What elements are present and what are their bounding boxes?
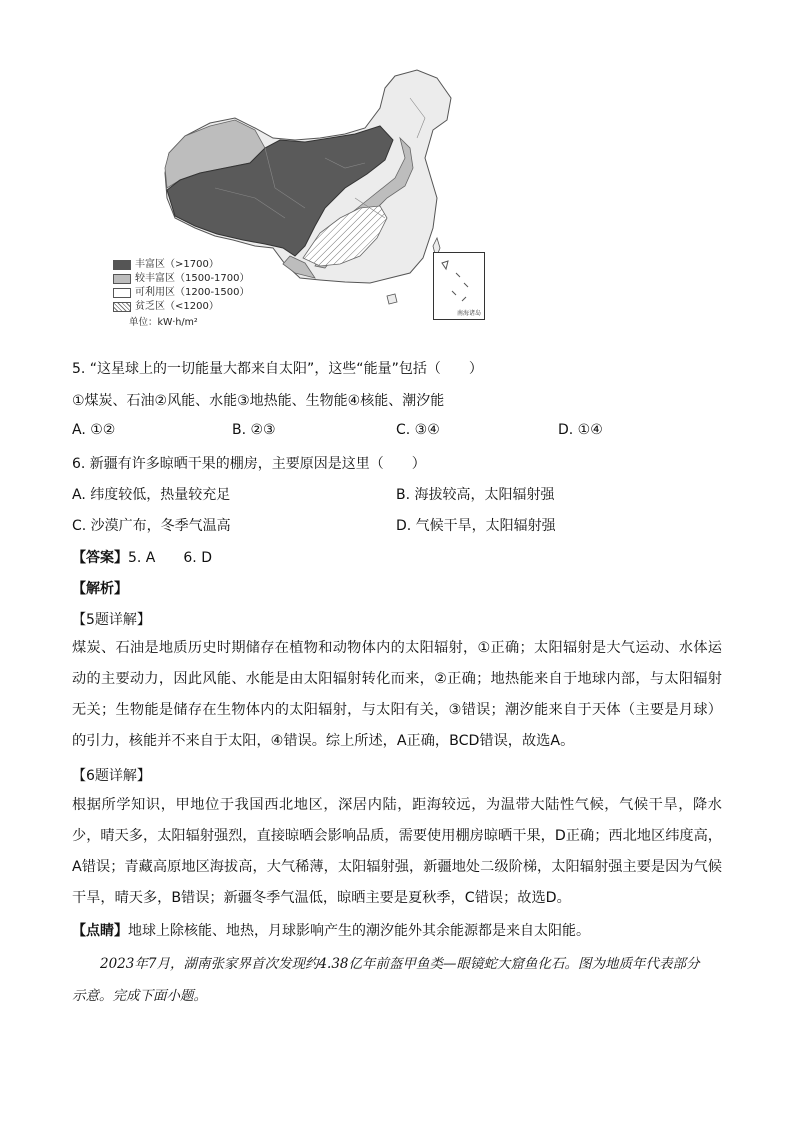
inset-label: 南海诸岛 [456, 310, 481, 317]
legend-swatch-poor [113, 302, 131, 312]
legend-swatch-usable [113, 288, 131, 298]
legend-label: 丰富区（>1700） [135, 259, 219, 270]
answer-line [72, 547, 212, 567]
detail5-label: 【5题详解】 [72, 612, 151, 628]
q5-items: ①煤炭、石油②风能、水能③地热能、生物能④核能、潮汐能 [72, 393, 445, 409]
q6-stem: 6. 新疆有许多晾晒干果的棚房，主要原因是这里（ ） [72, 456, 426, 472]
legend-label: 贫乏区（<1200） [135, 301, 219, 312]
legend-item [113, 286, 250, 300]
intro-line-2: 示意。完成下面小题。 [72, 988, 207, 1004]
south-china-sea-inset [433, 252, 485, 320]
q6-option-a[interactable]: A. 纬度较低，热量较充足 [72, 487, 231, 503]
q6-option-c[interactable]: C. 沙漠广布，冬季气温高 [72, 518, 231, 534]
detail6-label: 【6题详解】 [72, 768, 151, 784]
intro-line-1: 2023年7月，湖南张家界首次发现约4.38亿年前盔甲鱼类—眼镜蛇大窟鱼化石。图为地质年代表部分 [100, 956, 700, 972]
tip-label: 【点睛】 [72, 923, 128, 939]
q6-option-d[interactable]: D. 气候干旱，太阳辐射强 [396, 518, 556, 534]
q5-option-b[interactable]: B. ②③ [232, 422, 276, 438]
tip-text: 地球上除核能、地热，月球影响产生的潮汐能外其余能源都是来自太阳能。 [128, 923, 590, 939]
legend-swatch-good [113, 274, 131, 284]
legend-label: 较丰富区（1500-1700） [135, 273, 250, 284]
map-legend [113, 258, 250, 330]
detail5-text: 煤炭、石油是地质历史时期储存在植物和动物体内的太阳辐射，①正确；太阳辐射是大气运动、水体运动的主要动力，因此风能、水能是由太阳辐射转化而来，②正确；地热能来自于地球内部，与太阳辐射无关；生物能是储存在生物体内的太阳辐射，与太阳有关，③错误；潮汐能来自于天体（主要是月球）的引力，核能并不来自于太阳，④错误。综上所述，A正确，BCD错误，故选A。 [72, 640, 722, 749]
detail6-text: 根据所学知识，甲地位于我国西北地区，深居内陆，距海较远，为温带大陆性气候，气候干旱，降水少，晴天多，太阳辐射强烈，直接晾晒会影响品质，需要使用棚房晾晒干果，D正确；西北地区纬度高，A错误；青藏高原地区海拔高，大气稀薄，太阳辐射强，新疆地处二级阶梯，太阳辐射强主要是因为气候干旱，晴天多，B错误；新疆冬季气温低，晾晒主要是夏秋季，C错误；故选D。 [72, 797, 722, 906]
legend-unit: 单位：kW·h/m² [129, 317, 198, 328]
legend-swatch-rich [113, 260, 131, 270]
legend-item [113, 300, 250, 314]
q5-option-a[interactable]: A. ①② [72, 422, 116, 438]
q5-option-d[interactable]: D. ①④ [558, 422, 603, 438]
legend-label: 可利用区（1200-1500） [135, 287, 250, 298]
analysis-label: 【解析】 [72, 581, 128, 597]
q5-stem: 5. “这星球上的一切能量大都来自太阳”，这些“能量”包括（ ） [72, 361, 483, 377]
answer-text: 5. A 6. D [128, 550, 212, 566]
answer-label: 【答案】 [72, 550, 128, 566]
tip-line [72, 920, 590, 940]
q5-option-c[interactable]: C. ③④ [396, 422, 440, 438]
legend-item [113, 258, 250, 272]
legend-item [113, 272, 250, 286]
q6-option-b[interactable]: B. 海拔较高，太阳辐射强 [396, 487, 555, 503]
